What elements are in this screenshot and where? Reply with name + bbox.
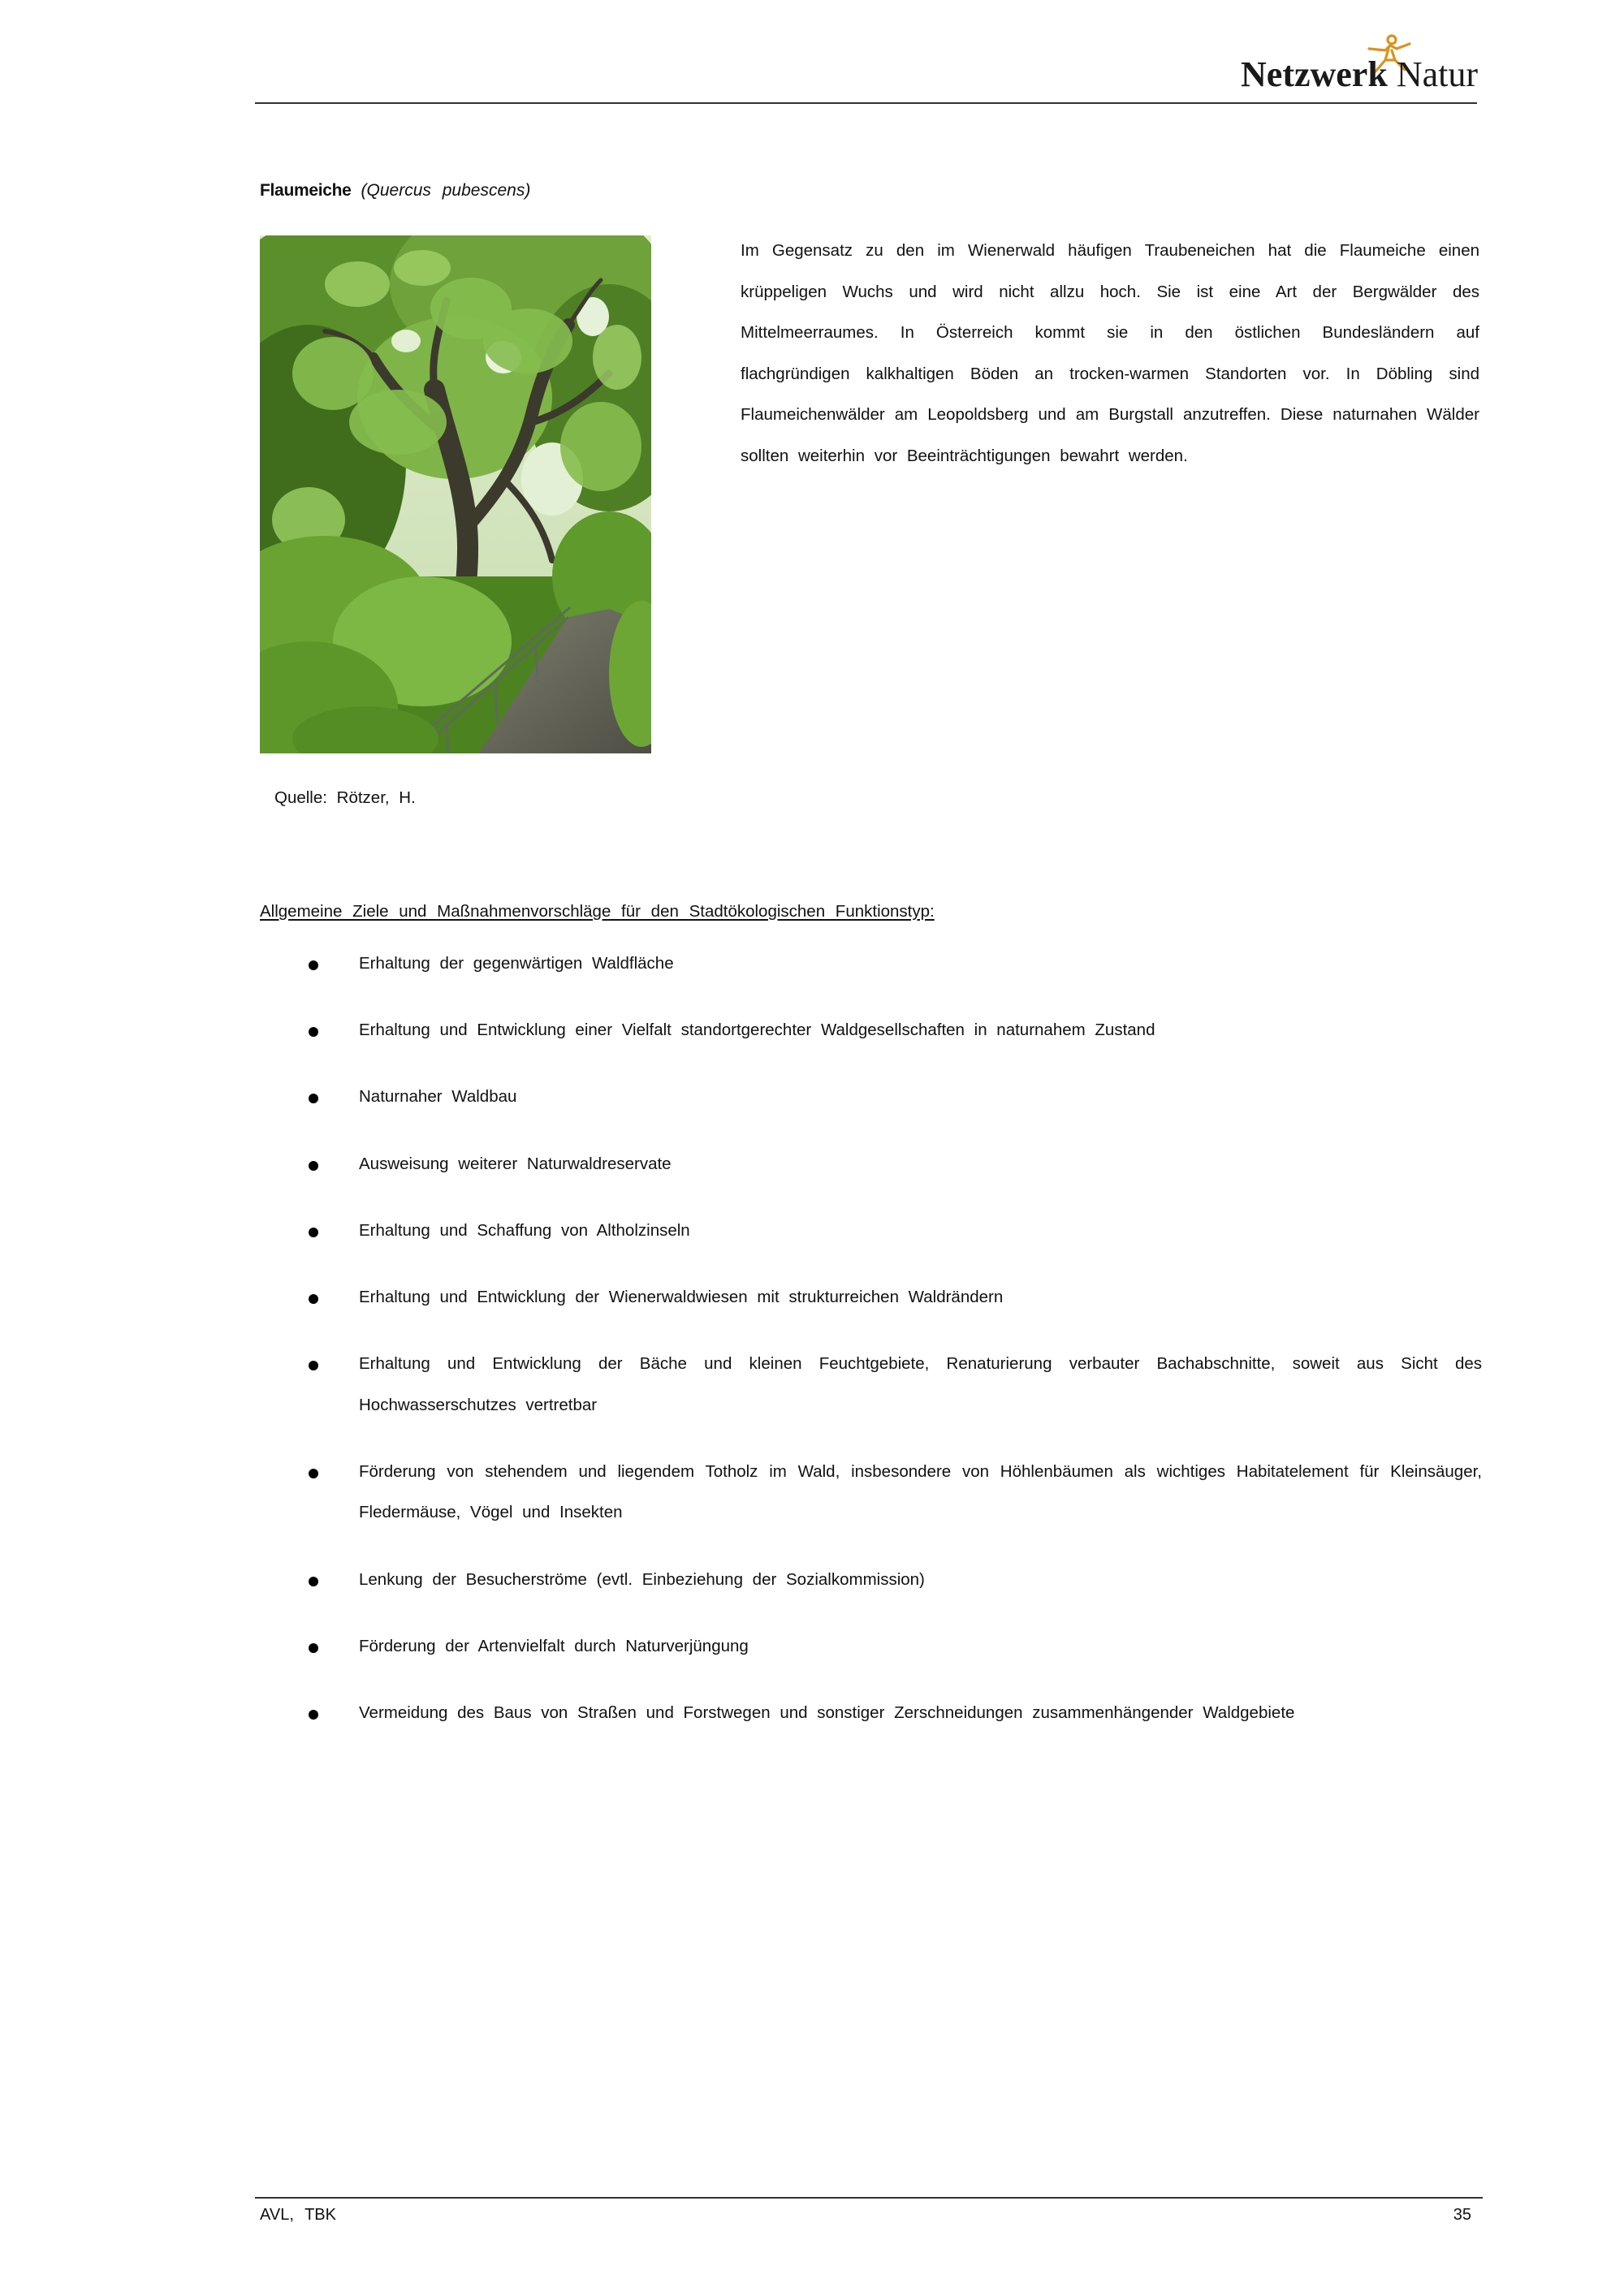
- list-item-text: Erhaltung und Entwicklung der Wienerwaldwiesen mit strukturreichen Waldrändern: [359, 1287, 1004, 1306]
- goals-heading: Allgemeine Ziele und Maßnahmenvorschläge für den Stadtökologischen Funktionstyp:: [260, 902, 935, 921]
- species-description: Im Gegensatz zu den im Wienerwald häufigen Traubeneichen hat die Flaumeiche einen krüppeligen Wuchs und wird nicht allzu hoch. Sie ist eine Art der Bergwälder des Mittelmeerraumes. In Österreich kommt sie in den östlichen Bundesländern auf flachgründigen kalkhaltigen Böden an trocken-warmen Standorten vor. In Döbling sind Flaumeichenwälder am Leopoldsberg und am Burgstall anzutreffen. Diese naturnahen Wälder sollten weiterhin vor Beeinträchtigungen bewahrt werden.: [741, 241, 1479, 465]
- list-item-text: Lenkung der Besucherströme (evtl. Einbeziehung der Sozialkommission): [359, 1569, 925, 1589]
- netzwerk-natur-logo: [1234, 32, 1478, 101]
- list-item-text: Vermeidung des Baus von Straßen und Forstwegen und sonstiger Zerschneidungen zusammenhängender Waldgebiete: [359, 1703, 1295, 1722]
- list-item-text: Förderung der Artenvielfalt durch Naturverjüngung: [359, 1636, 749, 1655]
- list-item: [309, 1693, 1482, 1734]
- bullet-icon: [309, 960, 318, 970]
- bullet-icon: [309, 1094, 318, 1103]
- bullet-icon: [309, 1643, 318, 1653]
- bullet-icon: [309, 1161, 318, 1171]
- list-item: [309, 1560, 1482, 1601]
- bullet-icon: [309, 1294, 318, 1304]
- list-item-text: Erhaltung der gegenwärtigen Waldfläche: [359, 954, 674, 973]
- list-item: [309, 1344, 1482, 1426]
- species-name: Flaumeiche: [260, 181, 352, 200]
- bullet-icon: [309, 1577, 318, 1586]
- list-item-text: Naturnaher Waldbau: [359, 1087, 517, 1107]
- logo-word-natur: Natur: [1396, 54, 1478, 94]
- bullet-icon: [309, 1361, 318, 1370]
- bullet-icon: [309, 1469, 318, 1478]
- list-item: [309, 1010, 1482, 1051]
- list-item: [309, 1077, 1482, 1118]
- list-item: [309, 1277, 1482, 1318]
- oak-tree-photo-icon: [260, 235, 651, 753]
- list-item: [309, 1626, 1482, 1668]
- list-item-text: Förderung von stehendem und liegendem Totholz im Wald, insbesondere von Höhlenbäumen als wichtiges Habitatelement für Kleinsäuger, Fledermäuse, Vögel und Insekten: [359, 1461, 1482, 1522]
- bullet-icon: [309, 1710, 318, 1720]
- list-item-text: Erhaltung und Entwicklung einer Vielfalt standortgerechter Waldgesellschaften in naturnahem Zustand: [359, 1021, 1155, 1040]
- bullet-icon: [309, 1027, 318, 1037]
- page-number: 35: [1453, 2206, 1471, 2224]
- list-item-text: Ausweisung weiterer Naturwaldreservate: [359, 1154, 672, 1173]
- logo-wordmark: [1241, 54, 1478, 94]
- list-item-text: Erhaltung und Entwicklung der Bäche und kleinen Feuchtgebiete, Renaturierung verbauter Bachabschnitte, soweit aus Sicht des Hochwasserschutzes vertretbar: [359, 1354, 1482, 1414]
- species-latin-name: (Quercus pubescens): [361, 181, 531, 200]
- bullet-icon: [309, 1228, 318, 1237]
- footer-divider: [255, 2197, 1483, 2199]
- section-title: [260, 180, 530, 201]
- footer-authors: AVL, TBK: [260, 2206, 336, 2224]
- list-item: [309, 1144, 1482, 1185]
- logo-word-netzwerk: Netzwerk: [1241, 54, 1388, 94]
- list-item: [309, 1211, 1482, 1252]
- list-item: [309, 943, 1482, 985]
- oak-tree-photo: [260, 235, 651, 753]
- goals-list: [309, 943, 1482, 1759]
- list-item: [309, 1452, 1482, 1534]
- photo-caption: Quelle: Rötzer, H.: [274, 788, 416, 807]
- header-divider: [255, 102, 1477, 104]
- list-item-text: Erhaltung und Schaffung von Altholzinseln: [359, 1220, 690, 1240]
